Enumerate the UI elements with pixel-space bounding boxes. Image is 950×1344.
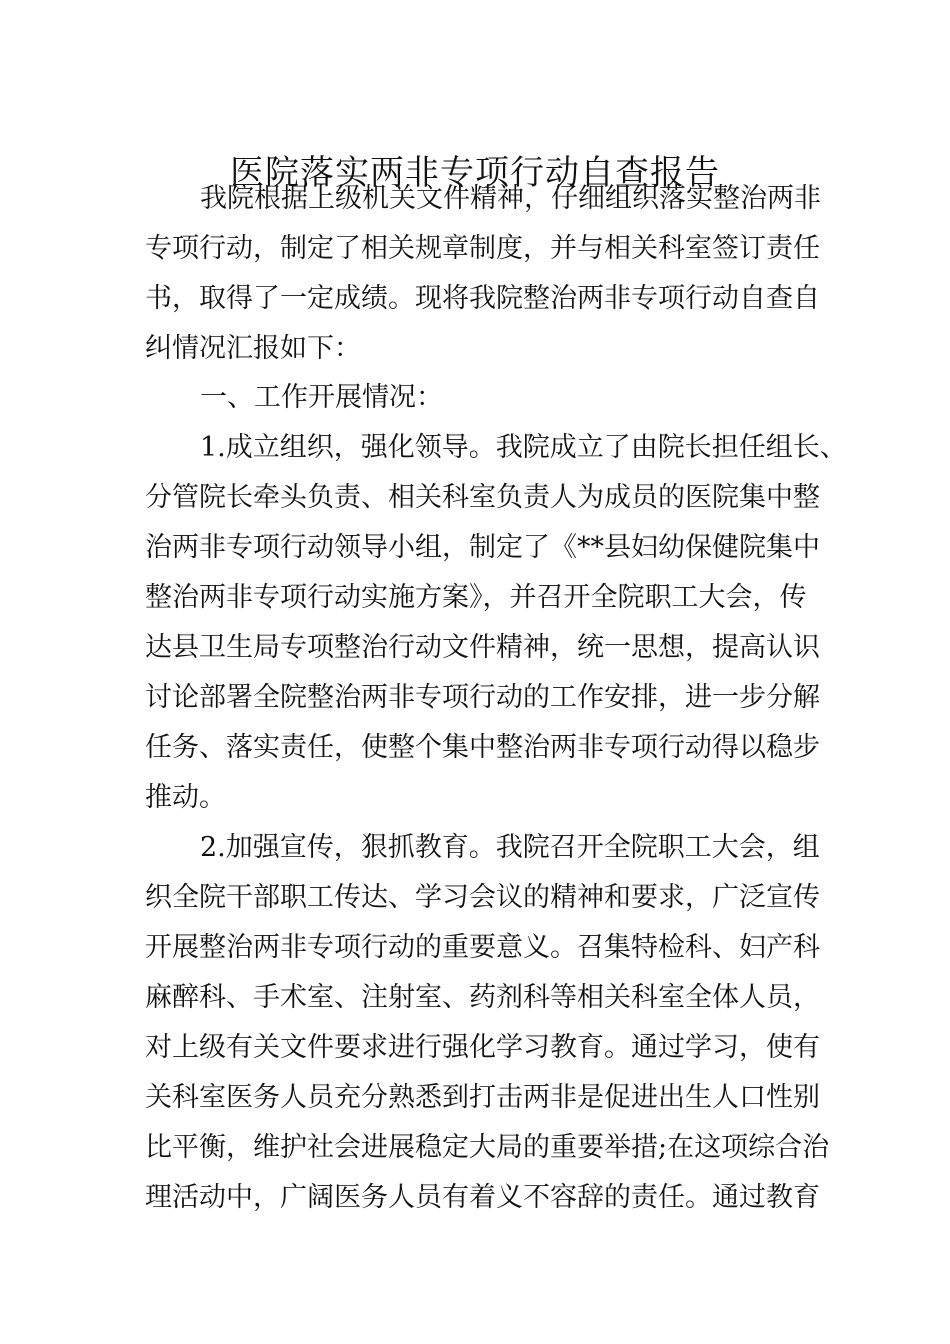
paragraph-line: 分管院长牵头负责、相关科室负责人为成员的医院集中整 bbox=[145, 482, 820, 513]
paragraph-line: 关科室医务人员充分熟悉到打击两非是促进出生人口性别 bbox=[145, 1082, 820, 1113]
paragraph-line: 专项行动，制定了相关规章制度，并与相关科室签订责任 bbox=[145, 233, 820, 264]
paragraph-line: 治两非专项行动领导小组，制定了《**县妇幼保健院集中 bbox=[145, 532, 820, 563]
paragraph-line: 推动。 bbox=[145, 782, 226, 813]
paragraph-line: 比平衡，维护社会进展稳定大局的重要举措;在这项综合治 bbox=[145, 1132, 830, 1163]
page-title: 医院落实两非专项行动自查报告 bbox=[230, 152, 720, 193]
paragraph-line: 达县卫生局专项整治行动文件精神，统一思想，提高认识 bbox=[145, 632, 820, 663]
section-heading: 一、工作开展情况： bbox=[200, 382, 443, 413]
paragraph-line: 纠情况汇报如下： bbox=[145, 333, 361, 364]
paragraph-line: 对上级有关文件要求进行强化学习教育。通过学习，使有 bbox=[145, 1032, 820, 1063]
paragraph-line: 整治两非专项行动实施方案》，并召开全院职工大会，传 bbox=[145, 582, 807, 613]
paragraph-line: 织全院干部职工传达、学习会议的精神和要求，广泛宣传 bbox=[145, 882, 820, 913]
paragraph-line: 理活动中，广阔医务人员有着义不容辞的责任。通过教育 bbox=[145, 1182, 820, 1213]
paragraph-line: 讨论部署全院整治两非专项行动的工作安排，进一步分解 bbox=[145, 682, 820, 713]
paragraph-line: 任务、落实责任，使整个集中整治两非专项行动得以稳步 bbox=[145, 732, 820, 763]
paragraph-line: 1.成立组织，强化领导。我院成立了由院长担任组长、 bbox=[200, 432, 847, 463]
paragraph-line: 我院根据上级机关文件精神，仔细组织落实整治两非 bbox=[200, 183, 821, 214]
paragraph-line: 开展整治两非专项行动的重要意义。召集特检科、妇产科 bbox=[145, 932, 820, 963]
paragraph-line: 麻醉科、手术室、注射室、药剂科等相关科室全体人员， bbox=[145, 982, 820, 1013]
paragraph-line: 2.加强宣传，狠抓教育。我院召开全院职工大会，组 bbox=[200, 832, 820, 863]
paragraph-line: 书，取得了一定成绩。现将我院整治两非专项行动自查自 bbox=[145, 283, 820, 314]
